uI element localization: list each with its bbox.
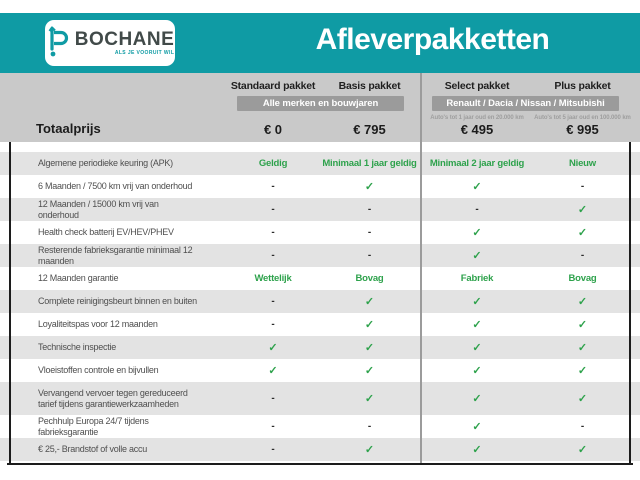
row-label: Health check batterij EV/HEV/PHEV [38,227,174,238]
check-icon: ✓ [577,227,588,239]
check-icon: ✓ [268,342,278,354]
check-icon: ✓ [268,365,278,377]
table-row [0,438,640,461]
row-label: 12 Maanden / 15000 km vrij van onderhoud [38,199,159,220]
column-header-basis: Basis pakket [338,80,401,92]
row-label: Vervangend vervoer tegen gereduceerd tarief tijdens garantiewerkzaamheden [38,388,188,409]
price-standaard: € 0 [263,122,283,137]
total-price-label: Totaalprijs [36,121,101,136]
dash-mark: - [367,421,372,432]
price-select: € 495 [460,122,494,137]
bochane-logo [45,20,175,66]
column-header-select: Select pakket [444,80,510,92]
dash-mark: - [271,227,275,238]
table-row [0,152,640,175]
dash-mark: - [271,296,275,307]
check-icon: ✓ [472,227,482,239]
check-icon: ✓ [577,393,588,405]
dash-mark: - [580,250,585,261]
column-header-plus: Plus pakket [554,80,611,92]
table-row [0,221,640,244]
check-icon: ✓ [364,319,375,331]
check-icon: ✓ [577,296,588,308]
check-icon: ✓ [577,342,588,354]
check-icon: ✓ [472,444,482,456]
condition-plus: Auto's tot 5 jaar oud en 100.000 km [534,115,631,121]
header-banner [0,13,640,73]
table-right-border [629,142,631,464]
table-row [0,198,640,221]
check-icon: ✓ [364,444,375,456]
row-label: Algemene periodieke keuring (APK) [38,158,173,169]
table-row [0,244,640,267]
dash-mark: - [271,181,275,192]
table-row [0,359,640,382]
value-text: Minimaal 1 jaar geldig [322,158,417,169]
row-label: Vloeistoffen controle en bijvullen [38,365,159,376]
row-label: Resterende fabrieksgarantie minimaal 12 maanden [38,245,193,266]
price-plus: € 995 [566,122,599,137]
dash-mark: - [271,393,275,404]
row-label: 12 Maanden garantie [38,273,119,284]
brands-badge-renault-group: Renault / Dacia / Nissan / Mitsubishi [432,96,619,111]
table-row [0,336,640,359]
check-icon: ✓ [472,393,482,405]
table-header-zone [0,73,640,142]
check-icon: ✓ [364,181,375,193]
check-icon: ✓ [472,342,482,354]
dash-mark: - [367,204,372,215]
dash-mark: - [271,319,275,330]
row-label: Technische inspectie [38,342,117,353]
value-text: Nieuw [569,158,596,169]
table-row [0,175,640,198]
check-icon: ✓ [472,319,482,331]
table-row [0,290,640,313]
dash-mark: - [367,227,372,238]
row-label: Loyaliteitspas voor 12 maanden [38,319,158,330]
check-icon: ✓ [472,181,482,193]
dash-mark: - [580,421,585,432]
package-group-divider [420,73,422,463]
check-icon: ✓ [364,365,375,377]
table-left-border [9,142,11,464]
table-row [0,313,640,336]
value-text: Wettelijk [254,273,292,284]
check-icon: ✓ [577,365,588,377]
table-bottom-border [7,463,633,465]
bochane-logo-icon [46,25,70,62]
feature-rows [0,142,640,461]
table-row [0,267,640,290]
check-icon: ✓ [472,421,482,433]
value-text: Fabriek [460,273,494,284]
check-icon: ✓ [472,250,482,262]
table-row [0,382,640,415]
value-text: Bovag [568,273,597,284]
row-label: € 25,- Brandstof of volle accu [38,444,148,455]
check-icon: ✓ [577,444,588,456]
page-title: Afleverpakketten [315,23,550,56]
dash-mark: - [367,250,372,261]
dash-mark: - [271,421,275,432]
check-icon: ✓ [577,319,588,331]
dash-mark: - [271,444,275,455]
table-row [0,415,640,438]
check-icon: ✓ [364,296,375,308]
column-header-standaard: Standaard pakket [230,80,316,92]
dash-mark: - [271,204,275,215]
check-icon: ✓ [472,365,482,377]
dash-mark: - [475,204,479,215]
value-text: Minimaal 2 jaar geldig [429,158,525,169]
price-basis: € 795 [353,122,386,137]
logo-name: BOCHANE [74,29,175,50]
row-label: Complete reinigingsbeurt binnen en buiten [38,296,197,307]
value-text: Geldig [258,158,288,169]
dash-mark: - [580,181,585,192]
brands-badge-all: Alle merken en bouwjaren [237,96,404,111]
check-icon: ✓ [472,296,482,308]
value-text: Bovag [355,273,384,284]
check-icon: ✓ [364,393,375,405]
spacer-row [0,142,640,152]
row-label: 6 Maanden / 7500 km vrij van onderhoud [38,181,193,192]
dash-mark: - [271,250,275,261]
condition-select: Auto's tot 1 jaar oud en 20.000 km [430,115,524,121]
logo-tagline: ALS JE VOORUIT WIL [114,50,175,56]
row-label: Pechhulp Europa 24/7 tijdens fabrieksgarantie [38,416,149,437]
check-icon: ✓ [364,342,375,354]
check-icon: ✓ [577,204,588,216]
